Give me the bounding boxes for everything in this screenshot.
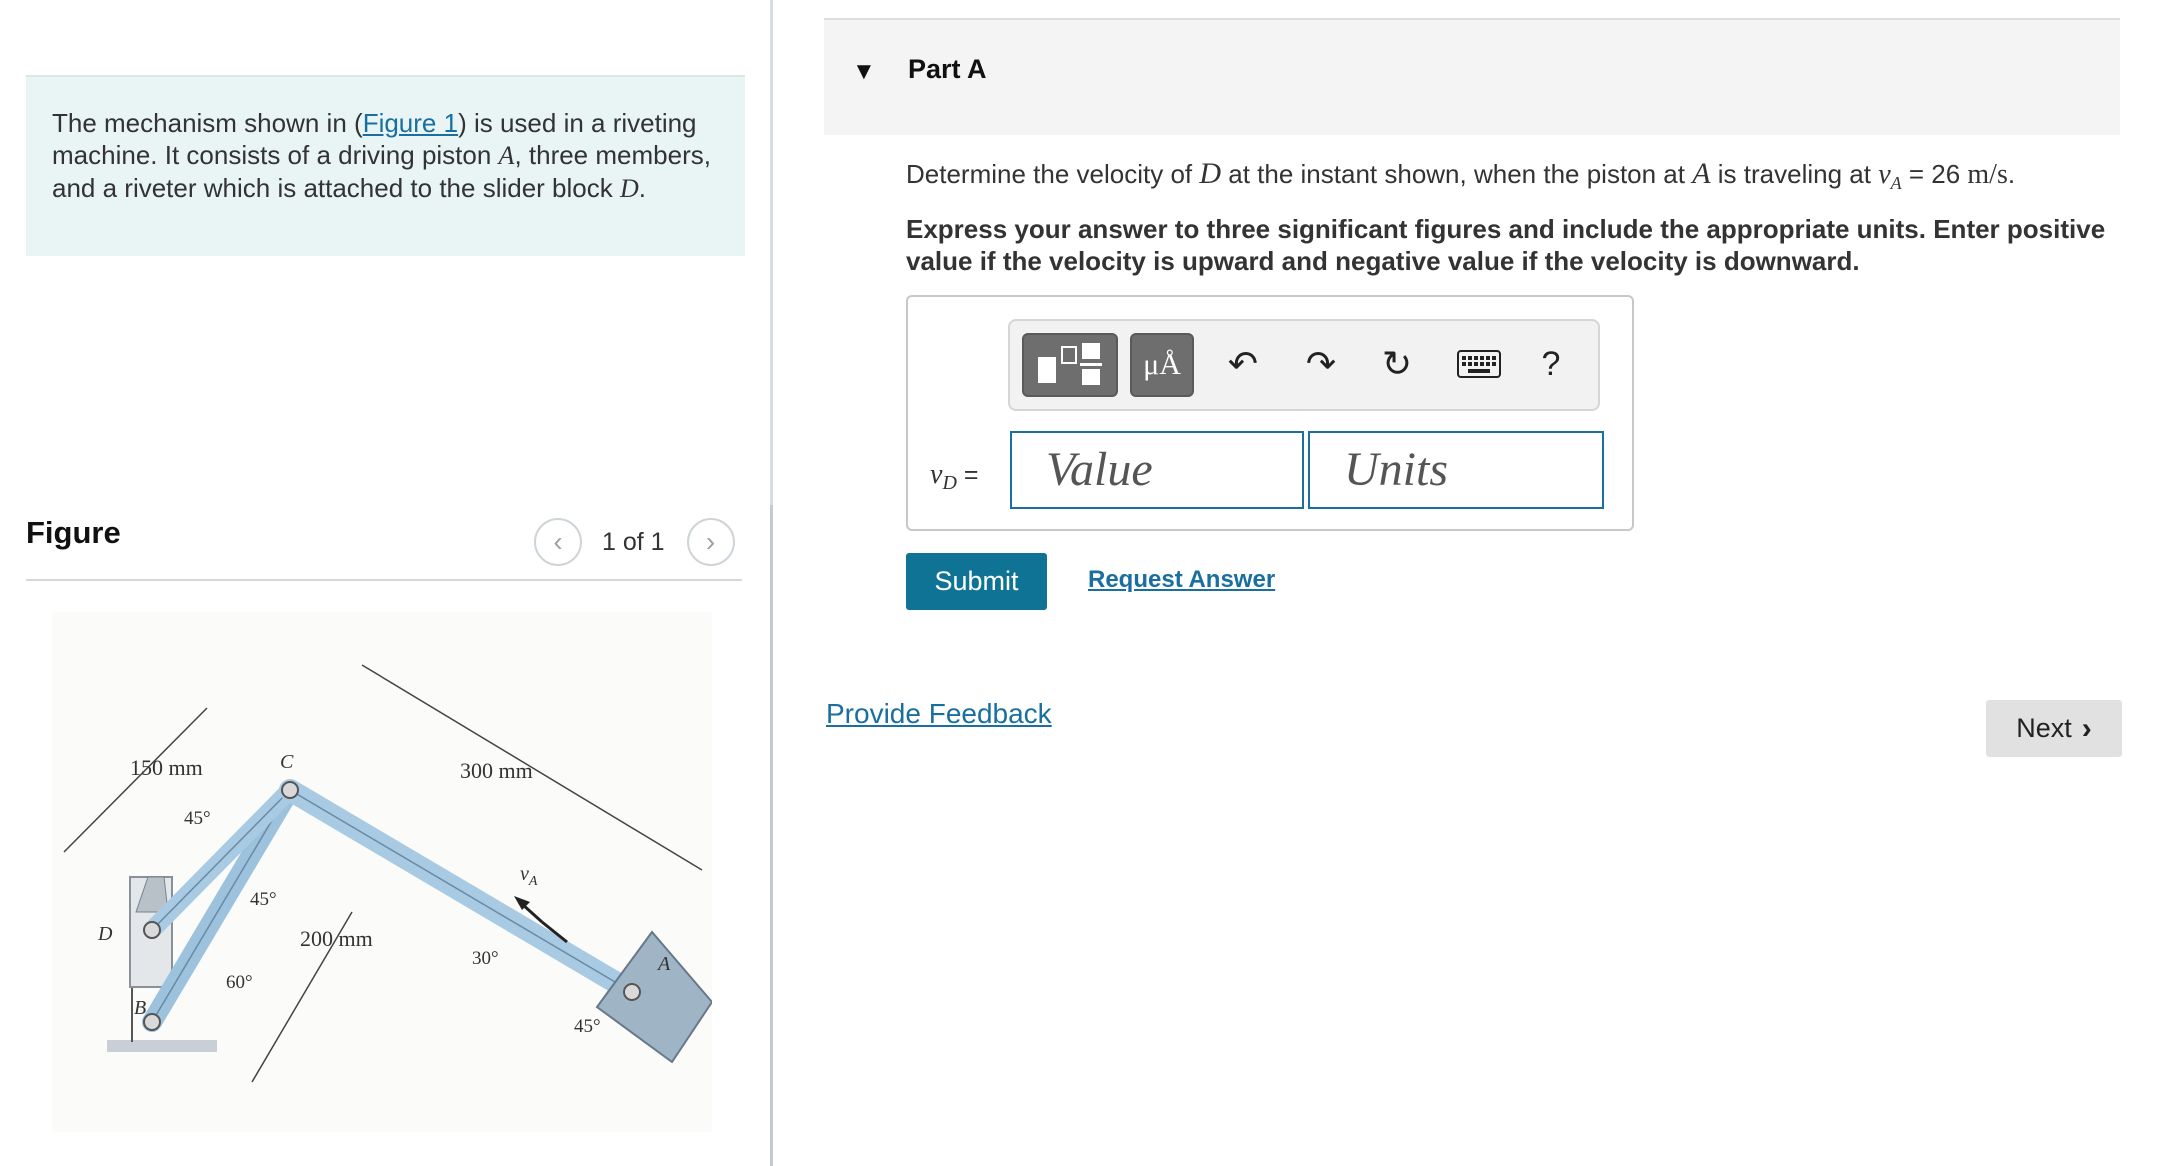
units-button[interactable]: μÅ xyxy=(1130,333,1194,397)
label-angle-30: 30° xyxy=(472,948,499,969)
pin-d xyxy=(144,922,160,938)
label-velocity-v: v xyxy=(520,863,529,885)
label-angle-45-top: 45° xyxy=(184,808,211,829)
templates-button[interactable] xyxy=(1022,333,1118,397)
figure-navigation xyxy=(534,517,735,567)
submit-button[interactable]: Submit xyxy=(906,553,1047,610)
question-text xyxy=(906,157,2015,194)
label-angle-45-mid: 45° xyxy=(250,889,277,910)
reset-icon[interactable]: ↻ xyxy=(1381,343,1413,384)
chevron-right-icon: › xyxy=(2081,711,2092,745)
problem-text-2: ) is used in a riveting machine. It consists of a driving piston xyxy=(52,108,697,170)
left-panel xyxy=(0,0,772,1166)
mechanism-figure xyxy=(52,612,712,1132)
provide-feedback-link[interactable]: Provide Feedback xyxy=(826,698,1052,729)
keyboard-shape xyxy=(1457,350,1501,378)
question-var-a: A xyxy=(1692,157,1711,190)
pin-c xyxy=(282,782,298,798)
label-point-b: B xyxy=(134,997,147,1019)
figure-link[interactable]: Figure 1 xyxy=(362,108,459,138)
label-point-a: A xyxy=(658,953,671,975)
pin-a xyxy=(624,984,640,1000)
label-150mm: 150 mm xyxy=(130,755,203,780)
question-part-5: . xyxy=(2007,159,2016,189)
label-point-c: C xyxy=(280,751,294,773)
answer-instructions: Express your answer to three significant figures and include the appropriate units. Enter positive value if the velocity is upward and negative value if the velocity is downward. xyxy=(906,214,2106,276)
figure-title: Figure xyxy=(26,515,121,550)
request-answer-link[interactable]: Request Answer xyxy=(1088,566,1276,593)
question-part-1: Determine the velocity of xyxy=(906,159,1200,189)
question-part-3: is traveling at xyxy=(1710,159,1879,189)
help-button[interactable]: ? xyxy=(1541,344,1561,383)
next-label: Next xyxy=(2016,713,2072,743)
label-angle-60: 60° xyxy=(226,972,253,993)
problem-text-4: . xyxy=(638,173,646,203)
undo-icon[interactable]: ↶ xyxy=(1227,343,1259,384)
answer-label-eq: = xyxy=(956,461,979,489)
prev-figure-button[interactable] xyxy=(534,518,582,566)
label-angle-45-bottom: 45° xyxy=(574,1016,601,1037)
next-button[interactable] xyxy=(1986,700,2122,757)
label-point-d: D xyxy=(98,923,113,945)
ground-b xyxy=(107,1040,217,1052)
column-divider-accent xyxy=(770,505,773,1166)
keyboard-icon[interactable] xyxy=(1456,339,1502,389)
question-units: m/s xyxy=(1967,159,2008,190)
figure-counter: 1 of 1 xyxy=(602,527,665,556)
question-var-v: v xyxy=(1878,159,1891,190)
question-var-v-sub: A xyxy=(1890,173,1902,194)
next-figure-button[interactable] xyxy=(687,518,735,566)
templates-icon xyxy=(1024,335,1116,395)
label-200mm: 200 mm xyxy=(300,926,373,951)
answer-label-var: v xyxy=(930,459,943,490)
question-part-4: = 26 xyxy=(1901,159,1968,189)
question-part-2: at the instant shown, when the piston at xyxy=(1221,159,1693,189)
caret-down-icon[interactable]: ▼ xyxy=(852,58,876,85)
part-title: Part A xyxy=(908,54,987,84)
chevron-right-icon: › xyxy=(705,526,716,557)
var-a: A xyxy=(498,141,515,170)
pin-b xyxy=(144,1014,160,1030)
chevron-left-icon: ‹ xyxy=(553,526,563,557)
question-var-d: D xyxy=(1199,157,1222,190)
figure-background xyxy=(52,612,712,1132)
redo-icon[interactable]: ↷ xyxy=(1305,343,1337,384)
var-d: D xyxy=(619,174,639,203)
answer-label xyxy=(930,459,978,495)
label-velocity-sub: A xyxy=(528,874,538,889)
value-input[interactable]: Value xyxy=(1010,431,1304,509)
part-header[interactable] xyxy=(824,18,2120,135)
units-input[interactable]: Units xyxy=(1308,431,1604,509)
problem-text-3: , three members, and a riveter which is attached to the slider block xyxy=(52,140,711,203)
problem-text-1: The mechanism shown in ( xyxy=(52,108,363,138)
answer-box xyxy=(906,295,1634,531)
figure-divider xyxy=(26,579,742,581)
label-300mm: 300 mm xyxy=(460,758,533,783)
math-toolbar xyxy=(1008,319,1600,411)
answer-label-sub: D xyxy=(942,472,957,494)
problem-statement xyxy=(26,75,745,256)
